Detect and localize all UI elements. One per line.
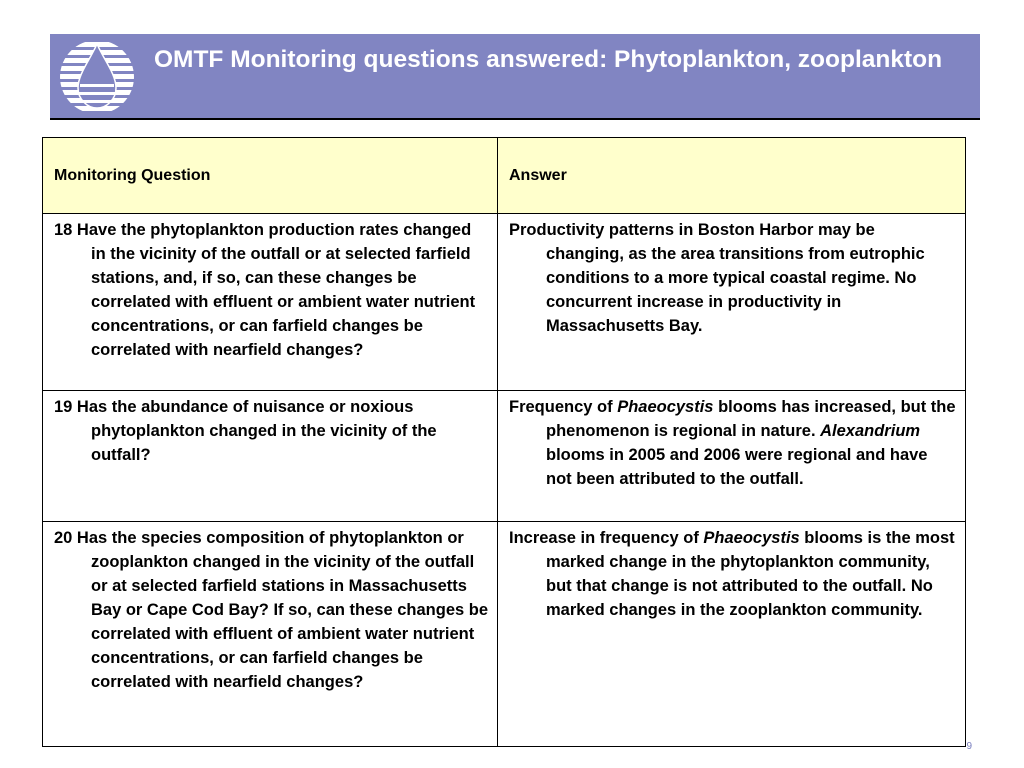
question-text: 19 Has the abundance of nuisance or noxious phytoplankton changed in the vicinity of the outfall? <box>54 398 437 464</box>
answer-cell <box>498 391 966 522</box>
species-name: Phaeocystis <box>617 398 714 416</box>
answer-text-part: blooms has increased, but the phenomenon is regional in nature. <box>546 398 956 440</box>
answer-text-part: blooms is the most marked change in the phytoplankton community, but that change is not attributed to the outfall. No marked changes in the zooplankton community. <box>546 529 955 619</box>
question-cell <box>43 214 498 391</box>
water-drop-logo-icon <box>52 38 142 116</box>
table-header-row <box>43 138 966 214</box>
answer-cell <box>498 522 966 747</box>
page-number: 9 <box>966 741 972 752</box>
answer-text <box>509 526 957 622</box>
question-text: 20 Has the species composition of phytoplankton or zooplankton changed in the vicinity of the outfall or at selected farfield stations in Massachusetts Bay or Cape Cod Bay? If so, can these changes be correlated with effluent of ambient water nutrient concentrations, or can farfield changes be correlated with nearfield changes? <box>54 529 489 691</box>
species-name: Phaeocystis <box>703 529 800 547</box>
answer-cell <box>498 214 966 391</box>
column-header-answer: Answer <box>498 138 966 214</box>
table-row <box>43 391 966 522</box>
question-text: 18 Have the phytoplankton production rates changed in the vicinity of the outfall or at selected farfield stations, and, if so, can these changes be correlated with effluent or ambient water nutrient concentrations, or can farfield changes be correlated with nearfield changes? <box>54 221 476 359</box>
monitoring-questions-table <box>42 137 966 747</box>
header-divider <box>50 118 980 120</box>
answer-text-part: Frequency of <box>509 398 618 416</box>
table-row <box>43 214 966 391</box>
species-name: Alexandrium <box>820 422 921 440</box>
table-row <box>43 522 966 747</box>
answer-text-part: Increase in frequency of <box>509 529 704 547</box>
column-header-question: Monitoring Question <box>43 138 498 214</box>
question-cell <box>43 391 498 522</box>
answer-text: Productivity patterns in Boston Harbor may be changing, as the area transitions from eutrophic conditions to a more typical coastal regime. No concurrent increase in productivity in Massachusetts Bay. <box>509 221 925 335</box>
answer-text-part: blooms in 2005 and 2006 were regional and have not been attributed to the outfall. <box>546 446 928 488</box>
page-title: OMTF Monitoring questions answered: Phytoplankton, zooplankton <box>154 46 943 73</box>
question-cell <box>43 522 498 747</box>
answer-text <box>509 395 957 491</box>
